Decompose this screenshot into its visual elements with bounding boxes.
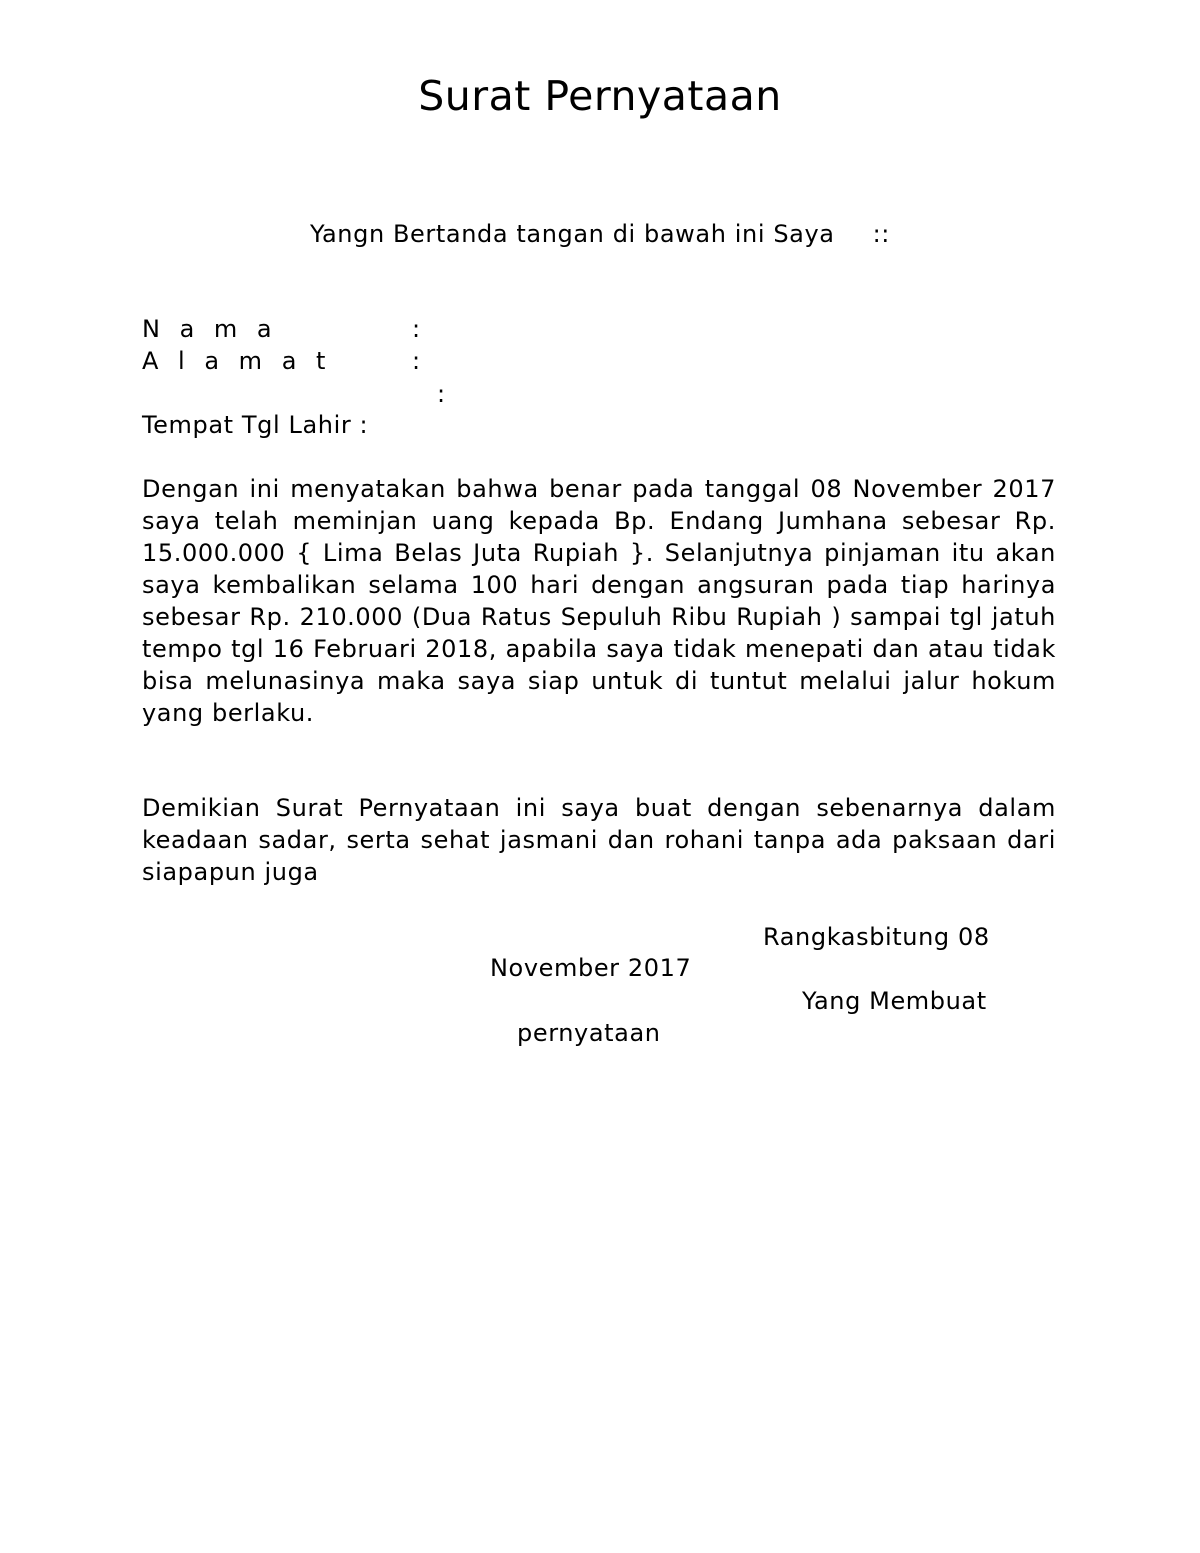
signature-place-date-line1: Rangkasbitung 08 bbox=[763, 923, 990, 951]
field-colon-extra: : bbox=[437, 380, 446, 408]
signature-maker-line1: Yang Membuat bbox=[802, 987, 987, 1015]
declaration-intro bbox=[0, 218, 1200, 250]
field-label-tempat-tgl-lahir: Tempat Tgl Lahir : bbox=[142, 411, 369, 439]
field-colon-nama: : bbox=[412, 315, 421, 343]
statement-paragraph: Dengan ini menyatakan bahwa benar pada tanggal 08 November 2017 saya telah meminjan uang kepada Bp. Endang Jumhana sebesar Rp. 15.000.000 { Lima Belas Juta Rupiah }. Selanjutnya pinjaman itu akan saya kembalikan selama 100 hari dengan angsuran pada tiap harinya sebesar Rp. 210.000 (Dua Ratus Sepuluh Ribu Rupiah ) sampai tgl jatuh tempo tgl 16 Februari 2018, apabila saya tidak menepati dan atau tidak bisa melunasinya maka saya siap untuk di tuntut melalui jalur hokum yang berlaku. bbox=[142, 475, 1056, 727]
field-colon-alamat: : bbox=[412, 347, 421, 375]
field-label-alamat: A l a m a t bbox=[142, 347, 332, 375]
document-title: Surat Pernyataan bbox=[418, 72, 782, 120]
field-label-nama: N a m a bbox=[142, 315, 278, 343]
declaration-intro-colons: :: bbox=[872, 220, 890, 248]
signature-maker-line2: pernyataan bbox=[517, 1019, 661, 1047]
closing-paragraph: Demikian Surat Pernyataan ini saya buat dengan sebenarnya dalam keadaan sadar, serta sehat jasmani dan rohani tanpa ada paksaan dari siapapun juga bbox=[142, 794, 1056, 886]
signature-place-date-line2: November 2017 bbox=[490, 954, 692, 982]
declaration-intro-text: Yangn Bertanda tangan di bawah ini Saya bbox=[310, 220, 835, 248]
